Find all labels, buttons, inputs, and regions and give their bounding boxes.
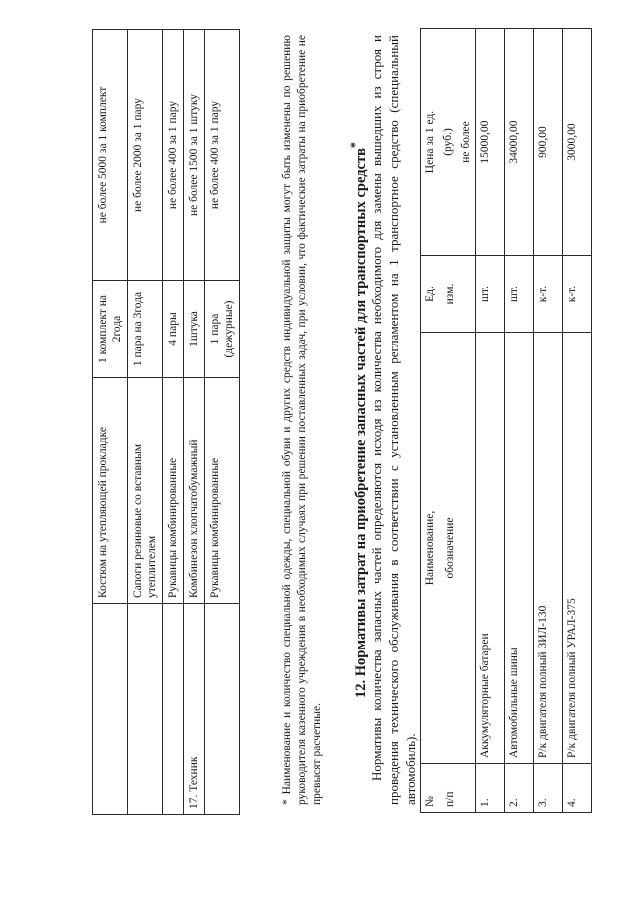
header-num-2: п/п [444,791,456,807]
protective-clothing-table [92,29,240,815]
row-price: 15000,00 [476,29,505,256]
section-title [348,40,370,800]
header-price-3: не более [460,121,472,163]
position-cell [205,604,240,815]
price-cell: не более 5000 за 1 комплект [93,30,128,281]
header-price-cell [421,29,476,256]
section-title-footnote-mark: * [348,142,362,149]
row-num: 3. [534,764,563,813]
header-unit-cell [421,256,476,333]
quantity-cell: 1 комплект на 2года [93,281,128,378]
quantity-cell: 1штука [184,281,205,378]
row-num: 1. [476,764,505,813]
header-num-cell [421,764,476,813]
price-cell: не более 2000 за 1 пару [128,30,163,281]
price-cell: не более 1500 за 1 штуку [184,30,205,281]
table-row [128,30,163,815]
table-row [93,30,128,815]
row-name: Аккумуляторные батареи [476,333,505,764]
header-unit-2: изм. [444,283,456,305]
row-unit: к-т. [563,256,592,333]
position-cell [128,604,163,815]
item-cell: Сапоги резиновые со вставным утеплителем [128,378,163,604]
section-title-text: 12. Нормативы затрат на приобретение запасных частей для транспортных средств [352,148,369,698]
row-num: 4. [563,764,592,813]
row-price: 900,00 [534,29,563,256]
header-name-cell [421,333,476,764]
footnote: * Наименование и количество специальной одежды, специальной обуви и других средств индивидуальной защиты могут быть изменены по решению руководителя казенного учреждения в необходимых случаях при решении поставленных задач, при условии, что фактические затраты на приобретение не превысят расчетные. [281,35,323,805]
row-price: 34000,00 [505,29,534,256]
header-num: № [424,796,436,807]
header-price-2: (руб.) [442,128,454,156]
table-row [505,29,534,813]
table-row [184,30,205,815]
item-cell: Комбинезон хлопчатобумажный [184,378,205,604]
header-price: Цена за 1 ед. [424,110,436,174]
table-row [534,29,563,813]
item-cell: Рукавицы комбинированные [205,378,240,604]
table-row [205,30,240,815]
table-row [476,29,505,813]
row-unit: шт. [505,256,534,333]
header-name-2: обозначение [444,517,456,579]
position-cell [163,604,184,815]
item-cell: Костюм на утепляющей прокладке [93,378,128,604]
row-name: Автомобильные шины [505,333,534,764]
intro-paragraph: Нормативы количества запасных частей определяются исходя из количества необходимого для замены вышедших из строя и проведения технического обслуживания в соответствии с установленным регламентом на 1 транспортное средство (специальный автомобиль). [369,35,418,805]
row-name: Р/к двигателя полный ЗИЛ-130 [534,333,563,764]
row-unit: шт. [476,256,505,333]
item-cell: Рукавицы комбинированные [163,378,184,604]
quantity-cell: 1 пара (дежурные) [205,281,240,378]
position-cell: 17. Техник [184,604,205,815]
price-cell: не более 400 за 1 пару [163,30,184,281]
quantity-cell: 4 пары [163,281,184,378]
position-cell [93,604,128,815]
row-price: 3000,00 [563,29,592,256]
price-cell: не более 400 за 1 пару [205,30,240,281]
quantity-cell: 1 пара на 3года [128,281,163,378]
row-num: 2. [505,764,534,813]
row-name: Р/к двигателя полный УРАЛ-375 [563,333,592,764]
table-header-row [421,29,476,813]
row-unit: к-т. [534,256,563,333]
spare-parts-table [420,28,592,813]
table-row [163,30,184,815]
table-row [563,29,592,813]
header-name: Наименование, [424,510,436,586]
header-unit: Ед. [424,286,436,302]
